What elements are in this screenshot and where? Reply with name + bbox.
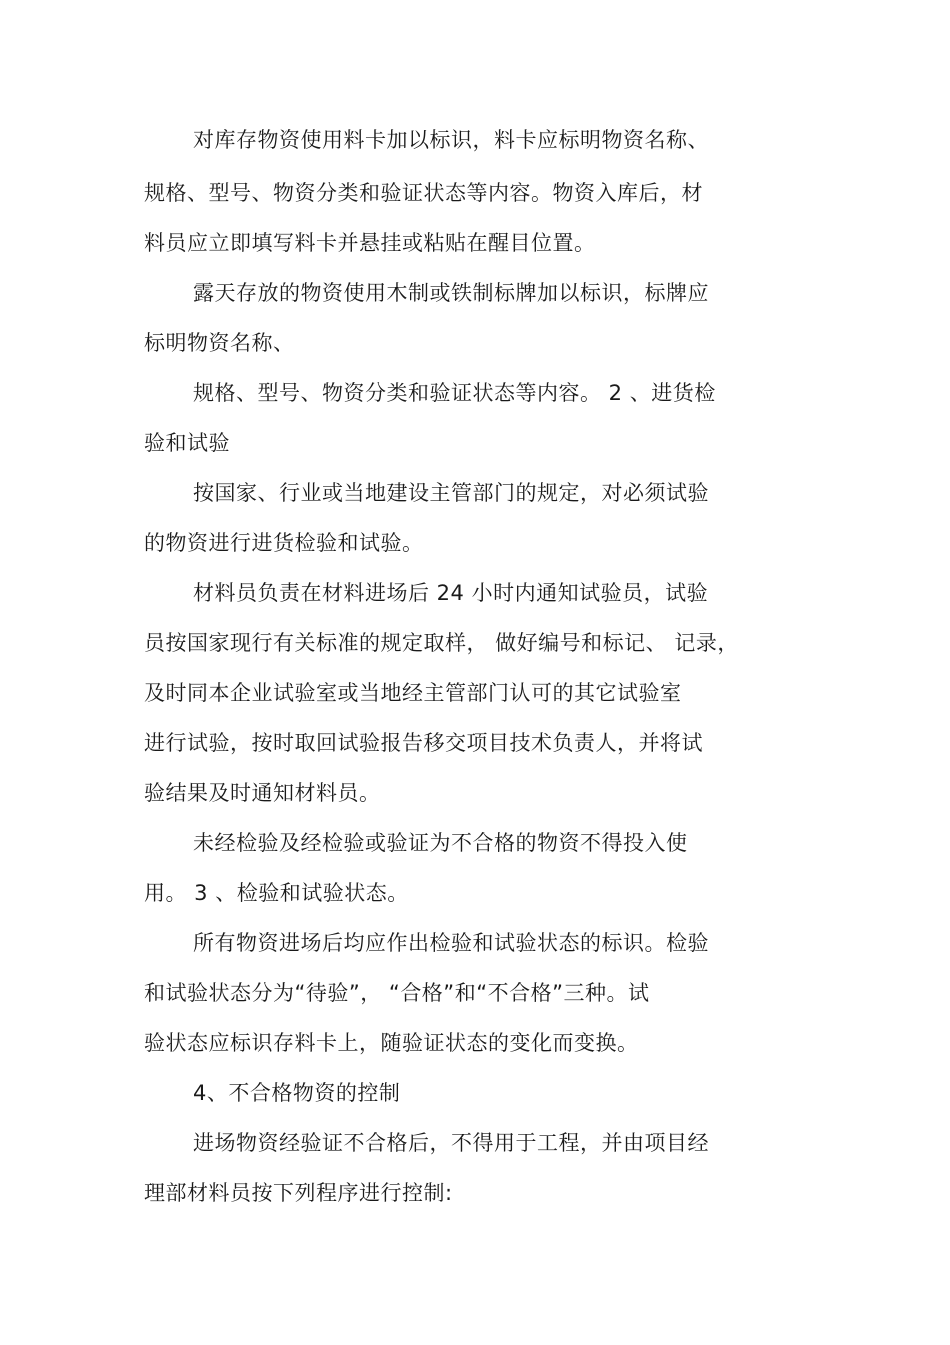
text-line: 露天存放的物资使用木制或铁制标牌加以标识，标牌应 — [193, 281, 709, 305]
text-line: 验和试验 — [144, 431, 230, 455]
text-line: 所有物资进场后均应作出检验和试验状态的标识。检验 — [193, 931, 709, 955]
text-line: 材料员负责在材料进场后 24 小时内通知试验员，试验 — [193, 581, 709, 605]
text-line: 及时同本企业试验室或当地经主管部门认可的其它试验室 — [144, 681, 682, 705]
text-line: 标明物资名称、 — [144, 331, 295, 355]
text-line: 验结果及时通知材料员。 — [144, 781, 381, 805]
text-line: 未经检验及经检验或验证为不合格的物资不得投入使 — [193, 831, 688, 855]
text-line: 用。 3 、检验和试验状态。 — [144, 881, 409, 905]
text-line: 进场物资经验证不合格后，不得用于工程，并由项目经 — [193, 1131, 709, 1155]
text-line: 进行试验，按时取回试验报告移交项目技术负责人，并将试 — [144, 731, 703, 755]
text-line: 员按国家现行有关标准的规定取样， 做好编号和标记、 记录， — [144, 631, 739, 655]
text-line: 按国家、行业或当地建设主管部门的规定，对必须试验 — [193, 481, 709, 505]
text-line: 规格、型号、物资分类和验证状态等内容。 2 、进货检 — [193, 381, 716, 405]
section-heading: 4、不合格物资的控制 — [193, 1081, 401, 1105]
text-line: 料员应立即填写料卡并悬挂或粘贴在醒目位置。 — [144, 231, 596, 255]
text-line: 理部材料员按下列程序进行控制: — [144, 1181, 453, 1205]
text-line: 规格、型号、物资分类和验证状态等内容。物资入库后，材 — [144, 181, 703, 205]
text-line: 对库存物资使用料卡加以标识，料卡应标明物资名称、 — [193, 128, 709, 152]
text-line: 验状态应标识存料卡上，随验证状态的变化而变换。 — [144, 1031, 639, 1055]
text-line: 的物资进行进货检验和试验。 — [144, 531, 424, 555]
text-line: 和试验状态分为“待验”， “合格”和“不合格”三种。试 — [144, 981, 650, 1005]
